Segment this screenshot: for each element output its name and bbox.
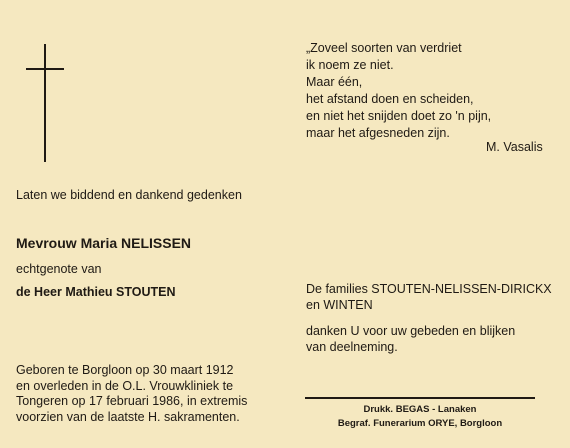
detail-line: Geboren te Borgloon op 30 maart 1912 bbox=[16, 363, 234, 377]
families-line: De families STOUTEN-NELISSEN-DIRICKX bbox=[306, 282, 552, 296]
poem-line: „Zoveel soorten van verdriet bbox=[306, 41, 462, 55]
thanks-line: danken U voor uw gebeden en blijken bbox=[306, 324, 516, 338]
poem-line: en niet het snijden doet zo 'n pijn, bbox=[306, 109, 492, 123]
families-line: en WINTEN bbox=[306, 298, 373, 312]
intro-text: Laten we biddend en dankend gedenken bbox=[16, 188, 242, 202]
detail-line: en overleden in de O.L. Vrouwkliniek te bbox=[16, 378, 234, 393]
divider bbox=[305, 397, 535, 399]
spouse-label: echtgenote van bbox=[16, 262, 102, 276]
printer-credits bbox=[325, 403, 515, 431]
spouse-name: de Heer Mathieu STOUTEN bbox=[16, 285, 176, 299]
cross-vertical-bar bbox=[44, 44, 46, 162]
deceased-name: Mevrouw Maria NELISSEN bbox=[16, 235, 192, 251]
poem-line: maar het afgesneden zijn. bbox=[306, 126, 450, 140]
poem-line: het afstand doen en scheiden, bbox=[306, 92, 474, 106]
printer-line: Drukk. BEGAS - Lanaken bbox=[363, 404, 477, 415]
poem bbox=[306, 40, 491, 142]
thanks-line: van deelneming. bbox=[306, 340, 398, 354]
poem-line: Maar één, bbox=[306, 75, 363, 89]
printer-line: Begraf. Funerarium ORYE, Borgloon bbox=[337, 418, 503, 429]
poem-line: ik noem ze niet. bbox=[306, 58, 394, 72]
cross-horizontal-bar bbox=[26, 68, 64, 70]
poem-author: M. Vasalis bbox=[486, 140, 543, 154]
birth-death-details bbox=[16, 363, 247, 425]
detail-line: Tongeren op 17 februari 1986, in extremis bbox=[16, 394, 248, 408]
detail-line: voorzien van de laatste H. sakramenten. bbox=[16, 409, 240, 424]
